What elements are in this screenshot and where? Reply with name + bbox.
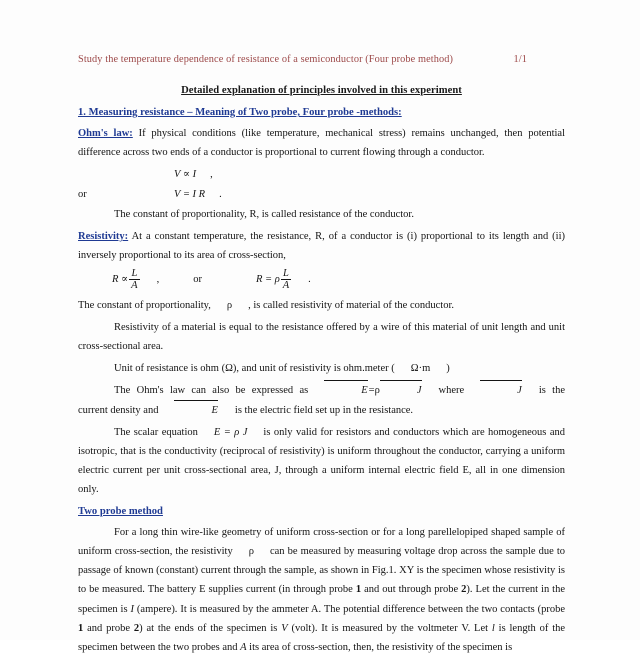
equation-v-prop-i-line: [78, 165, 565, 185]
symbol-rho-3: ρ: [248, 546, 254, 558]
equation-r-prop-lhs: R ∝: [112, 273, 129, 285]
paragraph-resistivity-text: At a constant temperature, the resistance, R, of a conductor is (i) proportional to its length and (ii) inversely proportional to its area of cross-section,: [78, 231, 565, 262]
probe-label-2b: 2: [133, 622, 140, 634]
equation-v-eq-ir-punctuation: .: [219, 189, 222, 201]
vector-symbol-j-2: J: [480, 381, 523, 400]
fraction-l-over-a-2: [281, 268, 291, 292]
vector-symbol-e-2: E: [174, 401, 218, 420]
equation-equals-sign: =: [368, 385, 375, 397]
two-probe-text-a: For a long thin wire-like geometry of uniform cross-section or for a long parellelopiped shaped sample of uniform cross-section, the resistivity: [78, 527, 565, 558]
ohms-vector-mid-text: is the current density and: [78, 385, 565, 416]
paragraph-constant-of-proportionality-rho: [78, 296, 565, 315]
two-probe-text-e: (ampere). It is measured by the ammeter A. The potential difference between the two contacts (probe: [136, 603, 566, 615]
scalar-equation-prefix: The scalar equation: [114, 426, 198, 438]
equation-v-eq-ir-line: [78, 185, 565, 205]
symbol-current-i: I: [130, 603, 134, 615]
section-heading-two-probe-method: Two probe method: [78, 506, 163, 518]
fraction-denominator-a-2: A: [282, 280, 290, 292]
symbol-rho-2: ρ: [374, 385, 380, 397]
two-probe-text-i: is length of the specimen between the two probes and: [78, 622, 566, 653]
constant-rho-suffix: , is called resistivity of material of the conductor.: [248, 299, 454, 311]
units-prefix: Unit of resistance is ohm (Ω), and unit of resistivity is ohm.meter (: [114, 363, 395, 375]
paragraph-ohms-law-text: If physical conditions (like temperature, mechanical stress) remains unchanged, then potential difference across two ends of a conductor is proportional to current flowing through a conductor.: [78, 128, 565, 159]
inline-heading-resistivity: Resistivity:: [78, 231, 129, 243]
fraction-numerator-l-2: L: [283, 268, 289, 280]
paragraph-ohms-law: [78, 124, 565, 162]
equation-v-prop-i-punctuation: ,: [210, 169, 213, 181]
symbol-area-a: A: [240, 641, 247, 653]
symbol-voltage-v: V: [281, 622, 288, 634]
probe-label-2a: 2: [461, 584, 467, 596]
symbol-ohm-meter: Ω·m: [410, 363, 431, 375]
two-probe-text-d: ). Let the current in the specimen is: [78, 584, 566, 615]
two-probe-text-f: and probe: [87, 622, 131, 634]
scalar-equation-suffix: is only valid for resistors and conductors which are homogeneous and isotropic, that is the conductivity (reciprocal of resistivity) is uniform throughout the conductor, carrying a uniform electric current per unit cross-sectional area, J, through a uniform internal electric field E, all in one dimension only.: [78, 426, 565, 495]
units-suffix: ): [446, 363, 450, 375]
symbol-length-l: l: [491, 622, 495, 634]
paragraph-constant-of-proportionality-r: The constant of proportionality, R, is called resistance of the conductor.: [114, 209, 414, 221]
running-header: [78, 54, 565, 65]
paragraph-scalar-equation: [78, 423, 565, 499]
probe-label-1a: 1: [355, 584, 362, 596]
equation-scalar-e-rho-j: E = ρ J: [213, 426, 248, 438]
fraction-l-over-a-1: [129, 268, 139, 292]
vector-symbol-e-1: E: [324, 381, 368, 400]
probe-label-1b: 1: [78, 622, 84, 634]
equation-e-equals-rho-j: [324, 385, 422, 396]
page-number: 1/1: [513, 54, 527, 65]
paragraph-ohms-law-vector: [78, 381, 565, 419]
paragraph-units: [78, 359, 565, 378]
ohms-vector-prefix: The Ohm's law can also be expressed as: [114, 385, 309, 397]
section-heading-measuring-resistance: 1. Measuring resistance – Meaning of Two probe, Four probe -methods:: [78, 107, 402, 118]
fraction-row-or-label: or: [193, 273, 202, 285]
two-probe-text-h: (volt). It is measured by the voltmeter V. Let: [291, 622, 489, 634]
inline-heading-ohms-law: Ohm's law:: [78, 128, 133, 139]
fraction-denominator-a-1: A: [131, 280, 138, 292]
constant-rho-prefix: The constant of proportionality,: [78, 299, 211, 311]
two-probe-text-g: ) at the ends of the specimen is: [139, 622, 278, 634]
paragraph-resistivity: [78, 227, 565, 265]
running-header-title: Study the temperature dependence of resistance of a semiconductor (Four probe method): [78, 54, 454, 65]
paragraph-two-probe-method: [78, 523, 565, 657]
equation-r-equals-rho-l-over-a: [256, 268, 292, 292]
ohms-vector-where: where: [438, 385, 465, 397]
equation-or-label: or: [78, 189, 87, 201]
equation-r-rho-punctuation: .: [308, 273, 311, 285]
two-probe-text-b: can be measured by measuring voltage drop across the sample due to passage of known (constant) current through the sample, as shown in Fig.1. XY is the specimen whose resistivity is to be measured. The battery E supplies current (in through probe: [78, 546, 565, 596]
two-probe-text-j: its area of cross-section, then, the resistivity of the specimen is: [249, 641, 513, 653]
two-probe-text-c: and out through probe: [364, 584, 459, 596]
page-title: Detailed explanation of principles involved in this experiment: [181, 85, 462, 96]
equation-r-prop-punctuation: ,: [156, 273, 160, 285]
paragraph-resistivity-definition: Resistivity of a material is equal to the resistance offered by a wire of this material of unit length and unit cross-sectional area.: [78, 322, 565, 353]
equation-r-proportional-l-over-a: [112, 268, 141, 292]
ohms-vector-suffix: is the electric field set up in the resistance.: [234, 404, 414, 416]
equation-v-eq-ir: V = I R: [174, 189, 206, 201]
fraction-numerator-l-1: L: [131, 268, 138, 280]
vector-symbol-j-1: J: [380, 381, 423, 400]
symbol-rho-1: ρ: [226, 299, 233, 311]
equation-resistivity-fractions: [78, 268, 565, 292]
equation-v-prop-i: V ∝ I: [174, 169, 197, 181]
equation-r-rho-lhs: R = ρ: [255, 273, 280, 285]
page-content: [78, 54, 565, 660]
